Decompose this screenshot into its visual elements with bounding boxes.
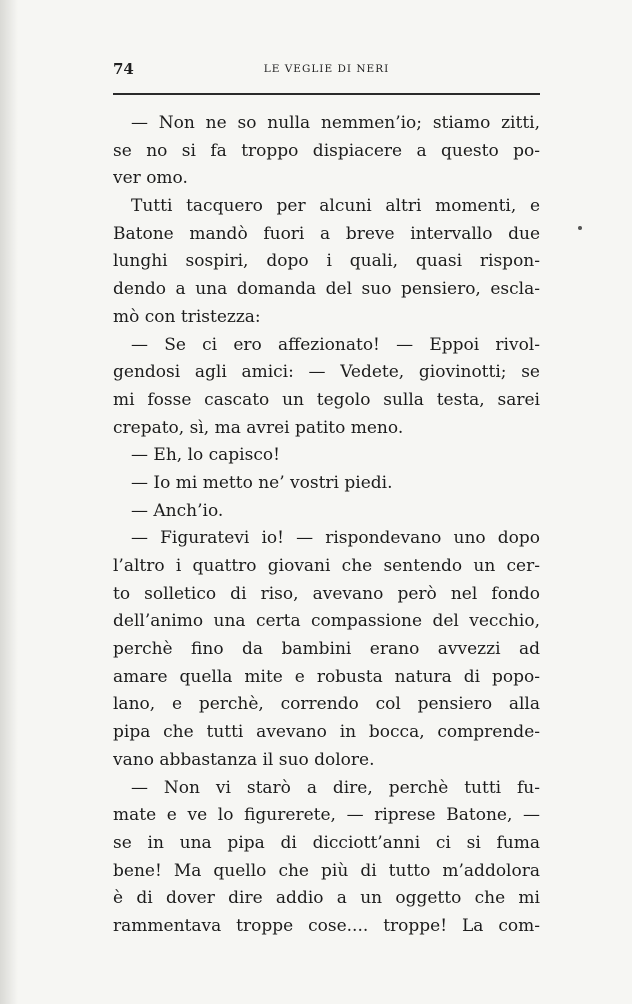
text-line: to solletico di riso, avevano però nel fondo [113,583,540,604]
text-line: Batone mandò fuori a breve intervallo due [113,223,540,244]
text-line: dell’animo una certa compassione del vecchio, [113,611,540,632]
text-line: — Figuratevi io! — rispondevano uno dopo [131,528,540,549]
text-line: — Eh, lo capisco! [131,445,280,466]
text-line: mò con tristezza: [113,306,261,327]
text-line: dendo a una domanda del suo pensiero, escla- [113,279,540,300]
text-line: Tutti tacquero per alcuni altri momenti, e [131,196,540,217]
text-line: bene! Ma quello che più di tutto m’addolora [113,860,540,881]
text-line: vano abbastanza il suo dolore. [113,749,375,770]
text-line: perchè fino da bambini erano avvezzi ad [113,639,540,660]
page-number: 74 [113,60,134,78]
text-line: amare quella mite e robusta natura di popo- [113,666,540,687]
text-line: mate e ve lo figurerete, — riprese Batone, — [113,805,540,826]
text-line: se no si fa troppo dispiacere a questo po- [113,140,540,161]
text-line: se in una pipa di dicciott’anni ci si fuma [113,832,540,853]
text-line: ver omo. [113,168,188,189]
text-line: pipa che tutti avevano in bocca, comprende- [113,722,540,743]
text-line: — Io mi metto ne’ vostri piedi. [131,472,393,493]
ink-speck [578,226,582,230]
text-line: crepato, sì, ma avrei patito meno. [113,417,404,438]
body-text [113,110,540,941]
text-line: lunghi sospiri, dopo i quali, quasi rispon- [113,251,540,272]
text-line: gendosi agli amici: — Vedete, giovinotti; se [113,362,540,383]
text-line: è di dover dire addio a un oggetto che mi [113,888,540,909]
text-line: — Anch’io. [131,500,224,521]
header-rule [113,93,540,95]
text-line: mi fosse cascato un tegolo sulla testa, sarei [113,389,540,410]
text-line: l’altro i quattro giovani che sentendo un cer- [113,556,540,576]
running-head: LE VEGLIE DI NERI [263,63,390,75]
text-line: — Non vi starò a dire, perchè tutti fu- [131,777,540,798]
text-line: — Non ne so nulla nemmen’io; stiamo zitti, [131,113,540,133]
page-header [113,60,540,84]
text-line: lano, e perchè, correndo col pensiero alla [113,694,540,715]
gutter-shadow [0,0,18,1004]
text-line: rammentava troppe cose.... troppe! La com- [113,915,540,936]
text-line: — Se ci ero affezionato! — Eppoi rivol- [131,334,540,355]
